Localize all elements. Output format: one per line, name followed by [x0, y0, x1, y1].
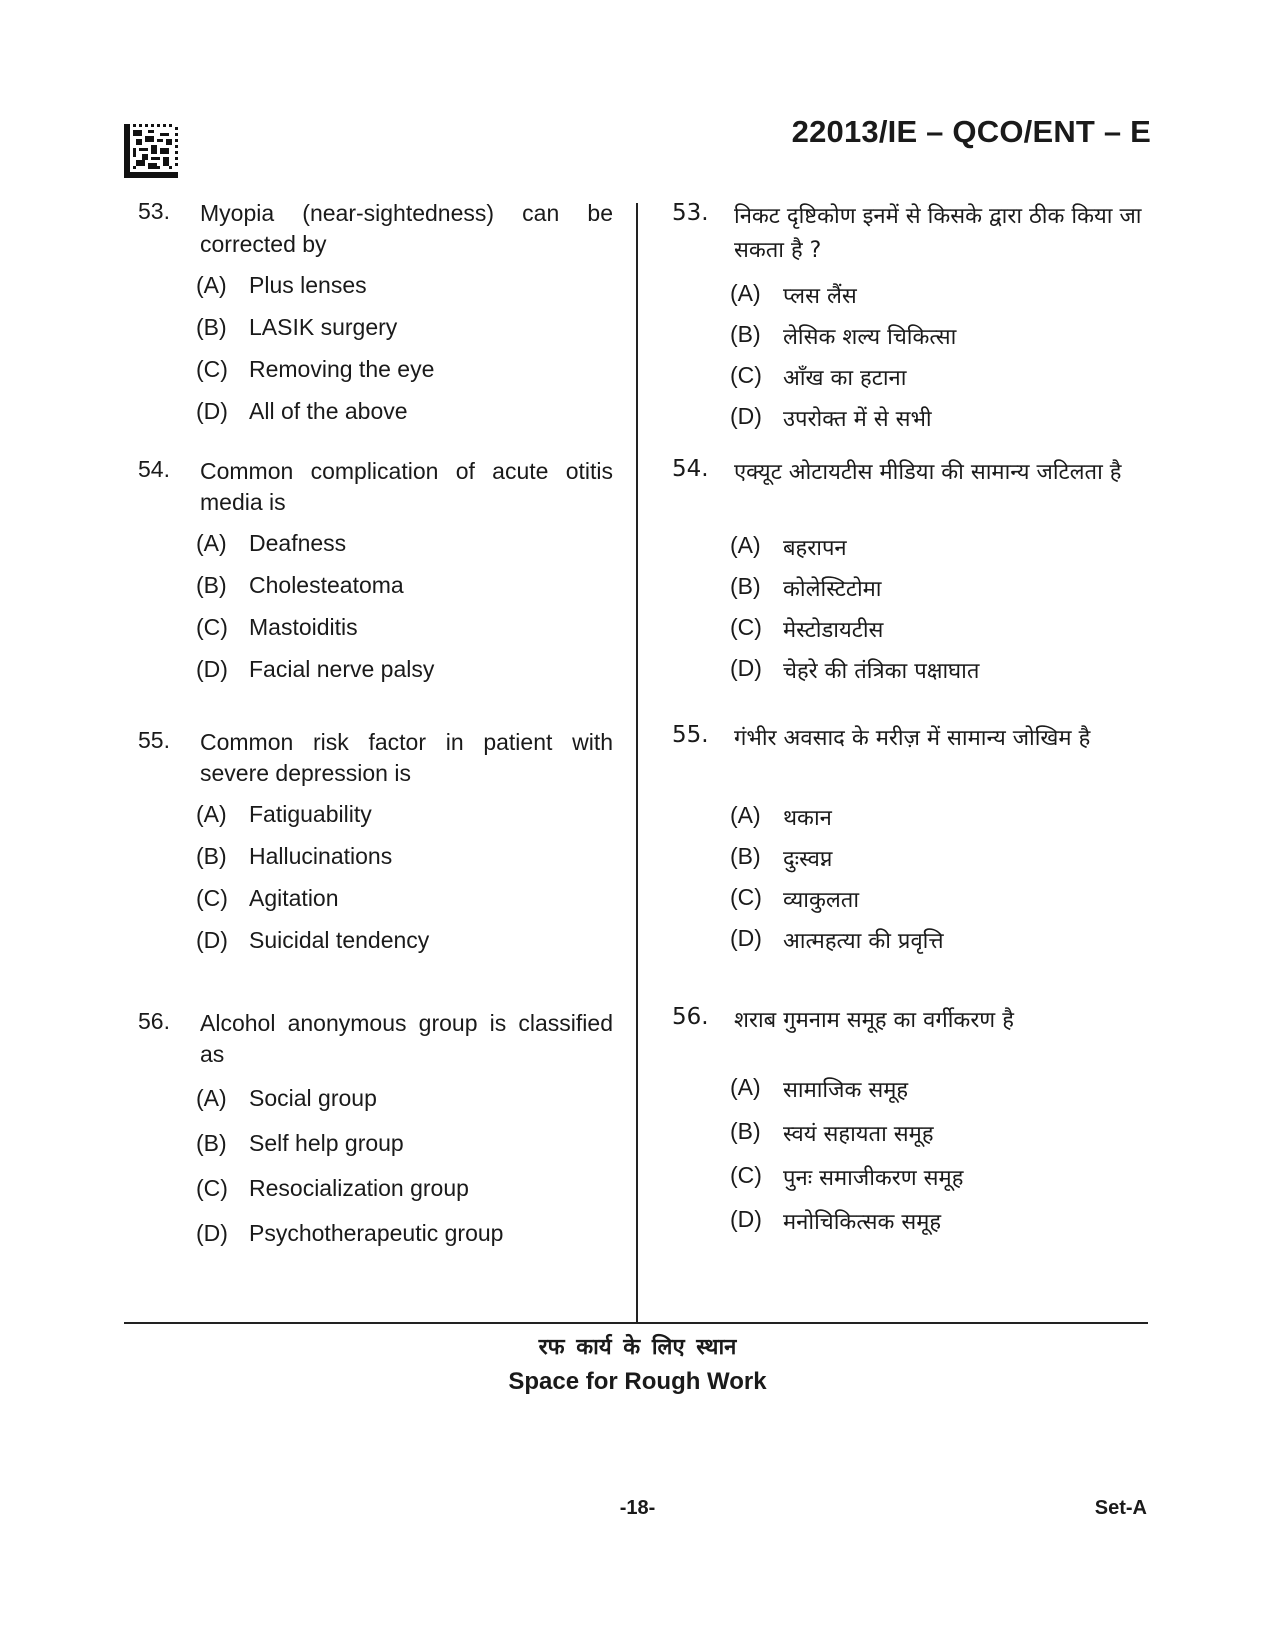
option-label: (A) — [730, 532, 761, 558]
option-d — [730, 403, 1148, 444]
option-label: (B) — [196, 572, 227, 598]
option-label: (C) — [730, 884, 762, 910]
option-text: Agitation — [249, 885, 339, 911]
question-54-en — [138, 456, 613, 698]
option-label: (A) — [196, 801, 227, 827]
option-b — [196, 572, 613, 614]
option-list — [196, 272, 613, 440]
option-label: (B) — [730, 843, 761, 869]
option-text: प्लस लैंस — [783, 284, 857, 309]
option-text: Plus lenses — [249, 272, 367, 298]
option-text: स्वयं सहायता समूह — [783, 1122, 934, 1147]
bottom-rule — [124, 1322, 1148, 1324]
option-label: (D) — [730, 403, 762, 429]
option-text: कोलेस्टिटोमा — [783, 577, 882, 602]
page-number: -18- — [619, 1497, 656, 1519]
question-text: Alcohol anonymous group is classified as — [200, 1010, 613, 1067]
option-label: (A) — [730, 280, 761, 306]
option-c — [730, 614, 1148, 655]
option-label: (A) — [730, 1074, 761, 1100]
question-text: गंभीर अवसाद के मरीज़ में सामान्य जोखिम है — [734, 726, 1091, 751]
question-text: निकट दृष्टिकोण इनमें से किसके द्वारा ठीक किया जा सकता है ? — [734, 204, 1142, 263]
option-list — [196, 801, 613, 969]
question-56-en — [138, 1008, 613, 1265]
option-c — [730, 1162, 1148, 1206]
option-text: Facial nerve palsy — [249, 656, 435, 682]
question-54-hi — [672, 456, 1148, 696]
option-c — [730, 884, 1148, 925]
option-a — [196, 272, 613, 314]
option-d — [196, 398, 613, 440]
option-a — [730, 280, 1148, 321]
option-text: Suicidal tendency — [249, 927, 430, 953]
option-label: (A) — [730, 802, 761, 828]
option-b — [196, 314, 613, 356]
question-number: 53. — [672, 200, 709, 226]
option-label: (B) — [730, 321, 761, 347]
option-b — [730, 843, 1148, 884]
option-b — [730, 321, 1148, 362]
option-c — [196, 356, 613, 398]
option-d — [730, 925, 1148, 966]
option-label: (C) — [730, 362, 762, 388]
option-label: (B) — [196, 314, 227, 340]
option-label: (D) — [196, 927, 228, 953]
option-text: All of the above — [249, 398, 408, 424]
option-label: (C) — [196, 356, 228, 382]
option-label: (D) — [730, 925, 762, 951]
column-divider — [636, 203, 638, 1323]
question-55-hi — [672, 722, 1148, 966]
option-d — [196, 1220, 613, 1265]
option-text: Social group — [249, 1085, 377, 1111]
question-number: 55. — [138, 727, 170, 753]
option-text: सामाजिक समूह — [783, 1078, 909, 1103]
option-c — [196, 614, 613, 656]
question-number: 54. — [672, 456, 709, 482]
option-label: (C) — [196, 1175, 228, 1201]
option-b — [196, 1130, 613, 1175]
option-text: दुःस्वप्न — [783, 847, 833, 872]
option-text: आत्महत्या की प्रवृत्ति — [783, 929, 944, 954]
option-label: (D) — [196, 398, 228, 424]
option-text: मेस्टोडायटीस — [783, 618, 884, 643]
option-text: Removing the eye — [249, 356, 435, 382]
question-53-en — [138, 198, 613, 440]
option-d — [730, 1206, 1148, 1250]
option-list — [730, 532, 1148, 696]
question-number: 54. — [138, 456, 170, 482]
option-text: पुनः समाजीकरण समूह — [783, 1166, 964, 1191]
question-56-hi — [672, 1004, 1148, 1250]
option-d — [730, 655, 1148, 696]
question-text: Common risk factor in patient with severe depression is — [200, 729, 613, 786]
option-text: Resocialization group — [249, 1175, 469, 1201]
option-label: (A) — [196, 272, 227, 298]
option-label: (C) — [196, 614, 228, 640]
question-text: Myopia (near-sightedness) can be corrected by — [200, 200, 613, 257]
option-text: थकान — [783, 806, 832, 831]
question-text: Common complication of acute otitis media is — [200, 458, 613, 515]
option-label: (D) — [196, 1220, 228, 1246]
option-text: Self help group — [249, 1130, 404, 1156]
option-label: (B) — [730, 573, 761, 599]
question-number: 53. — [138, 198, 170, 224]
option-text: Deafness — [249, 530, 347, 556]
paper-code: 22013/IE – QCO/ENT – E — [791, 114, 1151, 149]
option-b — [730, 1118, 1148, 1162]
option-label: (B) — [196, 1130, 227, 1156]
option-text: Fatiguability — [249, 801, 372, 827]
option-label: (A) — [196, 530, 227, 556]
option-label: (D) — [730, 1206, 762, 1232]
rough-work-heading: Space for Rough Work — [508, 1368, 767, 1395]
question-number: 55. — [672, 722, 709, 748]
option-b — [196, 843, 613, 885]
option-list — [196, 1085, 613, 1265]
rough-work-heading-hindi: रफ कार्य के लिए स्थान — [538, 1335, 737, 1360]
option-c — [196, 1175, 613, 1220]
option-label: (B) — [196, 843, 227, 869]
option-text: Psychotherapeutic group — [249, 1220, 504, 1246]
option-text: चेहरे की तंत्रिका पक्षाघात — [783, 659, 980, 684]
question-55-en — [138, 727, 613, 969]
option-a — [196, 530, 613, 572]
qr-code — [124, 124, 178, 178]
option-list — [196, 530, 613, 698]
option-text: व्याकुलता — [783, 888, 860, 913]
option-text: लेसिक शल्य चिकित्सा — [783, 325, 957, 350]
question-53-hi — [672, 200, 1148, 444]
option-d — [196, 656, 613, 698]
option-text: Cholesteatoma — [249, 572, 404, 598]
option-text: Mastoiditis — [249, 614, 358, 640]
option-c — [196, 885, 613, 927]
option-a — [730, 1074, 1148, 1118]
option-list — [730, 280, 1148, 444]
option-list — [730, 802, 1148, 966]
option-text: Hallucinations — [249, 843, 393, 869]
option-text: मनोचिकित्सक समूह — [783, 1210, 942, 1235]
question-number: 56. — [672, 1004, 709, 1030]
option-text: उपरोक्त में से सभी — [783, 407, 932, 432]
option-label: (D) — [730, 655, 762, 681]
option-label: (C) — [196, 885, 228, 911]
option-label: (A) — [196, 1085, 227, 1111]
option-label: (C) — [730, 614, 762, 640]
option-c — [730, 362, 1148, 403]
option-text: आँख का हटाना — [783, 366, 907, 391]
option-label: (C) — [730, 1162, 762, 1188]
option-a — [730, 532, 1148, 573]
option-label: (B) — [730, 1118, 761, 1144]
option-a — [196, 801, 613, 843]
option-a — [730, 802, 1148, 843]
option-a — [196, 1085, 613, 1130]
question-number: 56. — [138, 1008, 170, 1034]
option-list — [730, 1074, 1148, 1250]
option-text: बहरापन — [783, 536, 847, 561]
question-text: एक्यूट ओटायटीस मीडिया की सामान्य जटिलता है — [734, 460, 1122, 485]
set-label: Set-A — [1094, 1497, 1147, 1519]
option-d — [196, 927, 613, 969]
question-text: शराब गुमनाम समूह का वर्गीकरण है — [734, 1008, 1014, 1033]
option-b — [730, 573, 1148, 614]
option-label: (D) — [196, 656, 228, 682]
option-text: LASIK surgery — [249, 314, 398, 340]
